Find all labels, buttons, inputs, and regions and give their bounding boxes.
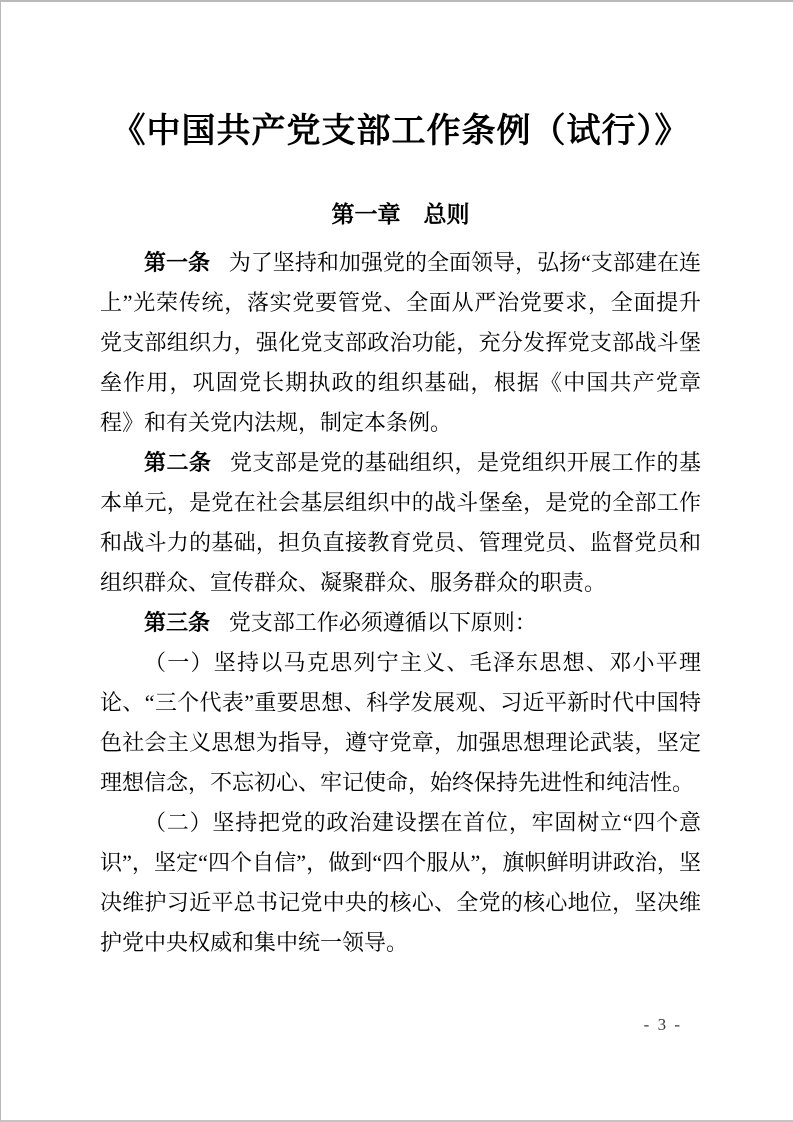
paragraph-text: 党支部工作必须遵循以下原则：	[228, 610, 537, 635]
paragraph-article-3	[100, 603, 701, 643]
paragraph-text: 为了坚持和加强党的全面领导，弘扬“支部建在连上”光荣传统，落实党要管党、全面从严治党要求，全面提升党支部组织力，强化党支部政治功能，充分发挥党支部战斗堡垒作用，巩固党长期执政的组织基础，根据《中国共产党章程》和有关党内法规，制定本条例。	[100, 250, 701, 435]
document-title: 《中国共产党支部工作条例（试行）》	[111, 112, 690, 150]
paragraph-principle-2	[100, 803, 701, 963]
document-content	[100, 2, 701, 963]
article-label: 第三条	[144, 610, 211, 635]
paragraph-text: 党支部是党的基础组织，是党组织开展工作的基本单元，是党在社会基层组织中的战斗堡垒，是党的全部工作和战斗力的基础，担负直接教育党员、管理党员、监督党员和组织群众、宣传群众、凝聚群众、服务群众的职责。	[100, 450, 701, 595]
paragraph-principle-1	[100, 643, 701, 803]
paragraph-text: （二）坚持把党的政治建设摆在首位，牢固树立“四个意识”，坚定“四个自信”，做到“四个服从”，旗帜鲜明讲政治，坚决维护习近平总书记党中央的核心、全党的核心地位，坚决维护党中央权威和集中统一领导。	[100, 810, 701, 955]
article-label: 第一条	[144, 250, 211, 275]
paragraph-article-2	[100, 443, 701, 603]
article-label: 第二条	[144, 450, 212, 475]
page-number: - 3 -	[643, 1015, 682, 1034]
chapter-heading: 第一章 总则	[331, 201, 470, 227]
paragraph-article-1	[100, 243, 701, 443]
paragraph-text: （一）坚持以马克思列宁主义、毛泽东思想、邓小平理论、“三个代表”重要思想、科学发展观、习近平新时代中国特色社会主义思想为指导，遵守党章，加强思想理论武装，坚定理想信念，不忘初心、牢记使命，始终保持先进性和纯洁性。	[100, 650, 702, 795]
document-body	[100, 243, 701, 963]
